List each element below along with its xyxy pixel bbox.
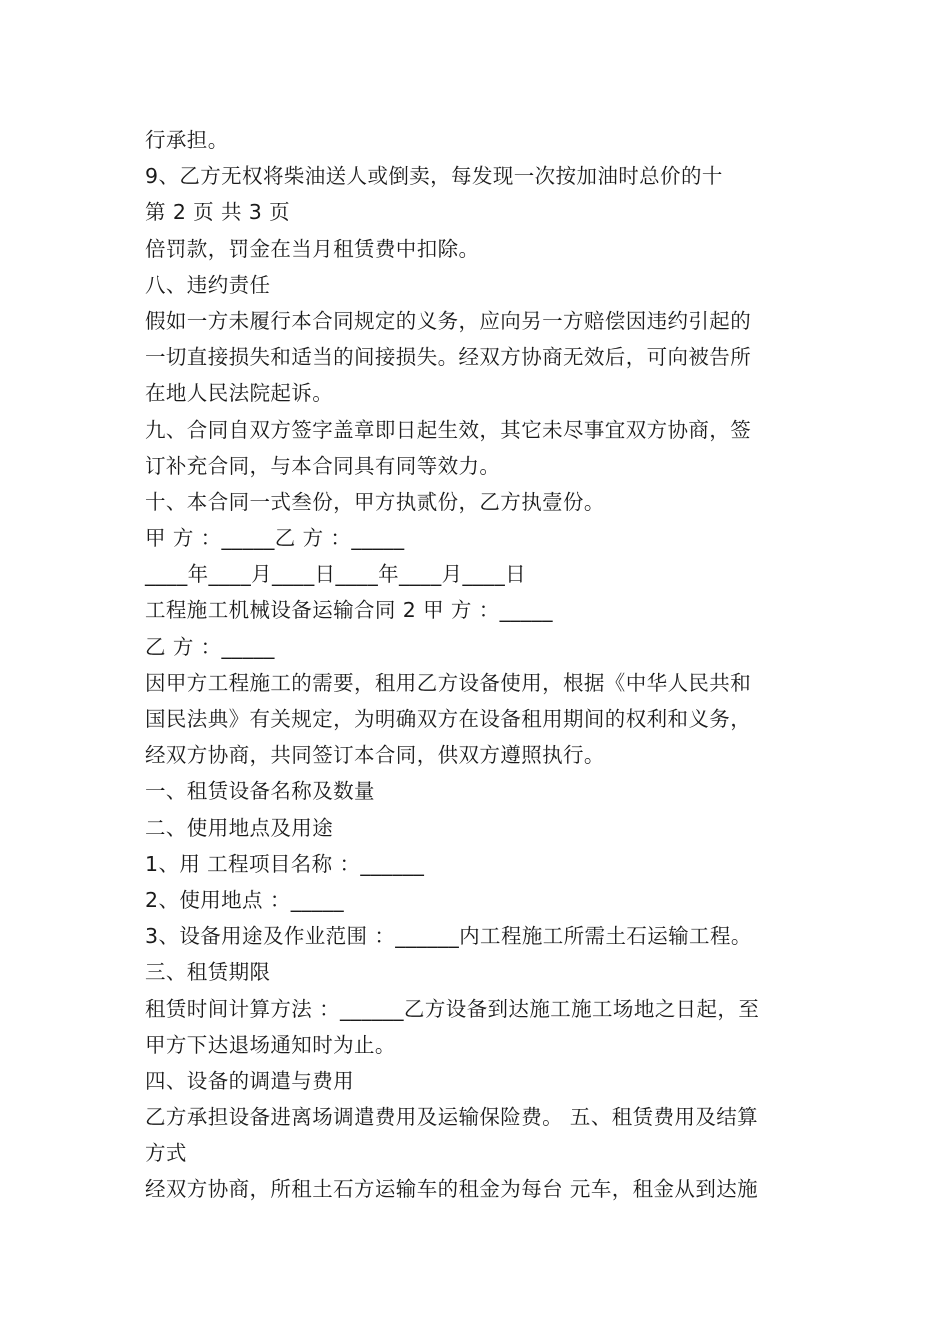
text-line: 租赁时间计算方法 ：______乙方设备到达施工施工场地之日起，至 (145, 996, 760, 1021)
signature-line: 甲 方 ：_____乙 方 ：_____ (145, 526, 405, 551)
text-line: 甲方下达退场通知时为止。 (145, 1032, 396, 1057)
text-line: 十、本合同一式叁份，甲方执贰份，乙方执壹份。 (145, 489, 605, 514)
text-line: 因甲方工程施工的需要，租用乙方设备使用，根据《中华人民共和 (145, 670, 752, 695)
text-line: 经双方协商，共同签订本合同，供双方遵照执行。 (145, 743, 605, 768)
section-heading: 二、使用地点及用途 (145, 815, 334, 840)
party-line: 乙 方 ：_____ (145, 634, 275, 659)
text-line: 倍罚款，罚金在当月租赁费中扣除。 (145, 236, 480, 261)
page-number: 第 2 页 共 3 页 (145, 200, 291, 225)
date-line: ____年____月____日____年____月____日 (145, 562, 526, 587)
text-line: 在地人民法院起诉。 (145, 381, 334, 406)
contract-title: 工程施工机械设备运输合同 2 甲 方 ：_____ (145, 598, 553, 623)
text-line: 2、使用地点 ：_____ (145, 887, 345, 912)
section-heading: 四、设备的调遣与费用 (145, 1068, 354, 1093)
section-heading: 三、租赁期限 (145, 960, 271, 985)
text-line: 经双方协商，所租土石方运输车的租金为每台 元车，租金从到达施 (145, 1177, 759, 1202)
text-line: 一切直接损失和适当的间接损失。经双方协商无效后，可向被告所 (145, 345, 752, 370)
text-line: 乙方承担设备进离场调遣费用及运输保险费。 五、租赁费用及结算 (145, 1105, 759, 1130)
text-line: 3、设备用途及作业范围 ：______内工程施工所需土石运输工程。 (145, 924, 752, 949)
text-line: 方式 (145, 1141, 187, 1166)
section-heading: 八、违约责任 (145, 272, 271, 297)
text-line: 1、用 工程项目名称 ：______ (145, 851, 425, 876)
text-line: 行承担。 (145, 128, 229, 152)
text-line: 国民法典》有关规定，为明确双方在设备租用期间的权利和义务， (145, 707, 752, 731)
text-line: 假如一方未履行本合同规定的义务，应向另一方赔偿因违约引起的 (145, 308, 752, 333)
text-line: 9、乙方无权将柴油送人或倒卖，每发现一次按加油时总价的十 (145, 164, 723, 189)
text-line: 九、合同自双方签字盖章即日起生效，其它未尽事宜双方协商，签 (145, 417, 752, 442)
document-body (145, 122, 815, 1208)
text-line: 订补充合同，与本合同具有同等效力。 (145, 453, 501, 478)
section-heading: 一、租赁设备名称及数量 (145, 779, 375, 804)
